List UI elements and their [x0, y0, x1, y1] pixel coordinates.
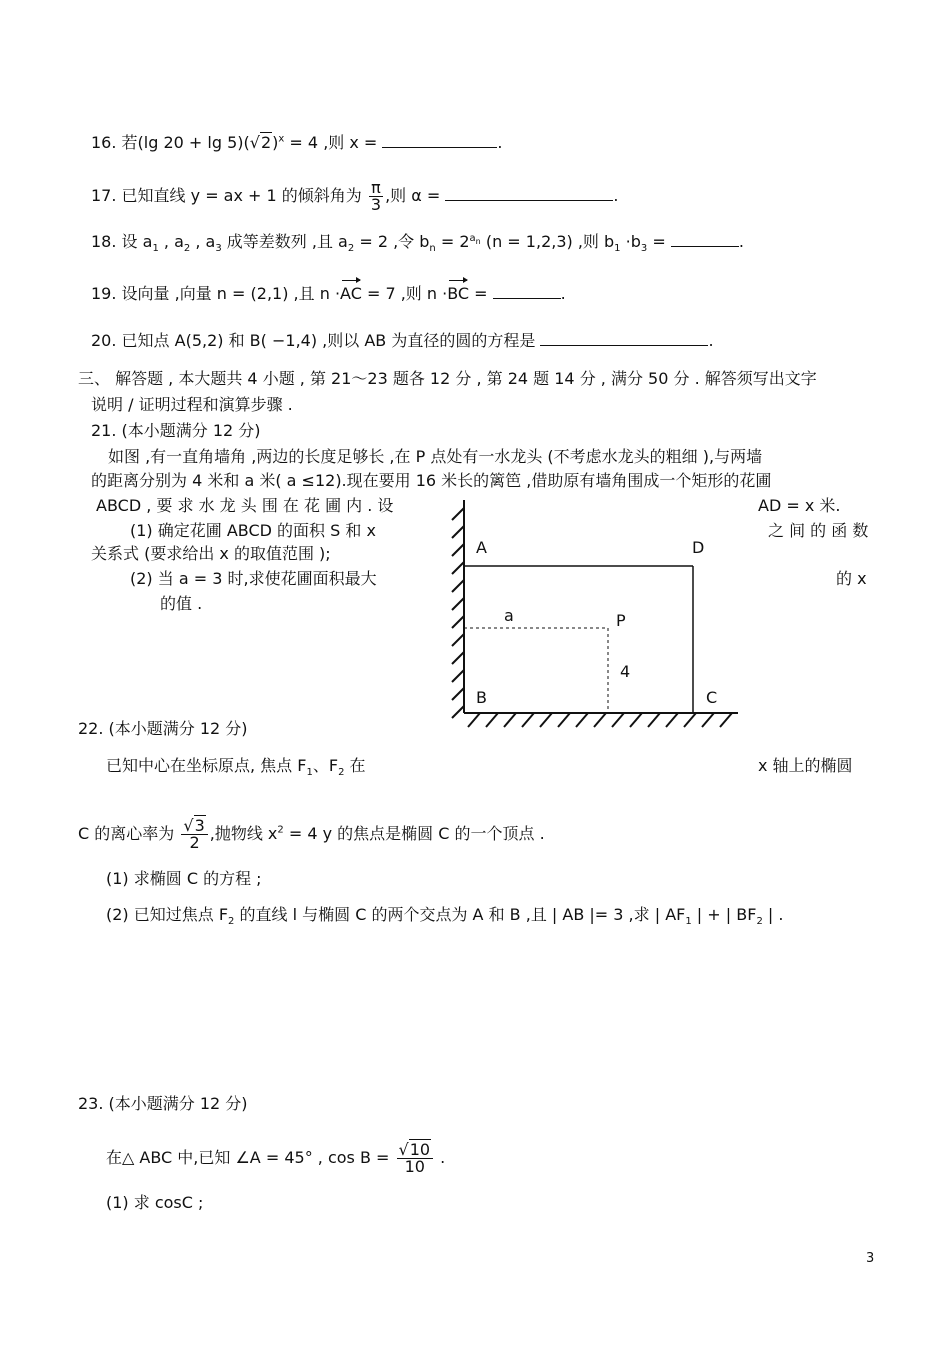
- q21-text: AD = x 米.: [758, 496, 841, 515]
- garden-rectangle: [464, 566, 693, 713]
- question-16: 16. 若(lg $20 + \lg 5)(√2)^x = 4$ ,则 x = .: [91, 133, 503, 152]
- q22-text: C 的离心率为 $\frac{√3}{2}$ ,抛物线 $x^2 = 4$ y 的焦点是椭圆 C 的一个顶点 .: [78, 816, 545, 852]
- q22-header: 22. (本小题满分 12 分): [78, 719, 248, 738]
- label-B: B: [476, 688, 487, 707]
- garden-figure: [440, 490, 750, 735]
- q21-text: 关系式 (要求给出 x 的取值范围 );: [91, 544, 331, 563]
- q21-text: 的距离分别为 4 米和 a 米( a ≤12).现在要用 16 米长的篱笆 ,借助原有墙角围成一个矩形的花圃: [91, 471, 772, 490]
- q21-text: 的值 .: [160, 594, 203, 613]
- q23-header: 23. (本小题满分 12 分): [78, 1094, 248, 1113]
- answer-blank: [493, 284, 561, 299]
- q22-part2: (2) 已知过焦点 $F_2$ 的直线 l 与椭圆 C 的两个交点为 A 和 B ,且 | AB |= 3 ,求 | $AF_1$ | + | $BF_2$ | .: [106, 905, 784, 928]
- q22-text: 已知中心在坐标原点, 焦点 $F_1$、$F_2$ 在: [106, 756, 366, 779]
- question-18: 18. 设 $a_1$ , $a_2$ , $a_3$ 成等差数列 ,且 $a_2 = 2$ ,令 $b_n = 2^{a_n}$ (n = 1,2,3) ,则 $b_1 \cdot b_3$ = .: [91, 232, 744, 255]
- label-P: P: [616, 611, 626, 630]
- q22-text: x 轴上的椭圆: [758, 756, 853, 775]
- q21-part2: (2) 当 a = 3 时,求使花圃面积最大: [130, 569, 377, 588]
- label-D: D: [692, 538, 705, 557]
- answer-blank: [382, 133, 497, 148]
- answer-blank: [540, 331, 708, 346]
- answer-blank: [445, 186, 613, 201]
- section-heading: 三、 解答题 , 本大题共 4 小题 , 第 21～23 题各 12 分 , 第 24 题 14 分 , 满分 50 分 . 解答须写出文字: [78, 369, 817, 388]
- q22-part1: (1) 求椭圆 C 的方程 ;: [106, 869, 262, 888]
- question-20: 20. 已知点 A(5,2) 和 B( −1,4) ,则以 AB 为直径的圆的方程是 .: [91, 331, 714, 350]
- q21-text: 的 x: [836, 569, 867, 588]
- q23-part1: (1) 求 cosC ;: [106, 1193, 204, 1212]
- q21-text: ABCD , 要 求 水 龙 头 围 在 花 圃 内 . 设: [96, 496, 394, 515]
- section-note: 说明 / 证明过程和演算步骤 .: [91, 395, 293, 414]
- q21-header: 21. (本小题满分 12 分): [91, 421, 261, 440]
- q21-part1: (1) 确定花圃 ABCD 的面积 S 和 x: [130, 521, 376, 540]
- label-4: 4: [620, 662, 631, 681]
- q21-text: 如图 ,有一直角墙角 ,两边的长度足够长 ,在 P 点处有一水龙头 (不考虑水龙头的粗细 ),与两墙: [108, 447, 763, 466]
- question-17: 17. 已知直线 y = ax + 1 的倾斜角为 $\frac{\pi}{3}$ ,则 α = .: [91, 178, 619, 214]
- q23-text: 在△ ABC 中,已知 ∠A = 45° , cos B = $\frac{√10}{10}$ .: [106, 1140, 446, 1176]
- label-A: A: [476, 538, 487, 557]
- label-a: a: [504, 606, 514, 625]
- label-C: C: [706, 688, 718, 707]
- question-19: 19. 设向量 ,向量 n = (2,1) ,且 n ·AC = 7 ,则 n ·BC = .: [91, 284, 566, 303]
- answer-blank: [671, 232, 739, 247]
- q21-text: 之 间 的 函 数: [768, 521, 869, 540]
- page-number: 3: [866, 1251, 875, 1266]
